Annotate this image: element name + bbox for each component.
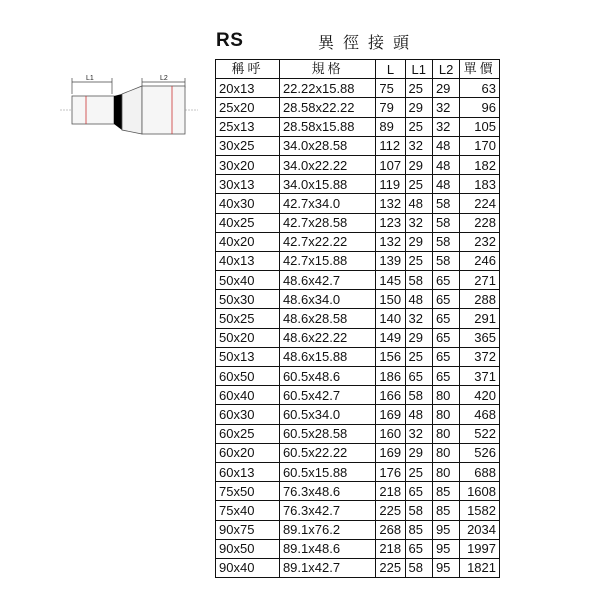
table-row [216, 443, 500, 462]
table-cell: 132 [376, 232, 405, 251]
table-cell: 32 [405, 213, 432, 232]
table-cell: 95 [432, 558, 459, 577]
table-cell: 112 [376, 136, 405, 155]
table-cell: 30x20 [216, 155, 280, 174]
table-cell: 139 [376, 251, 405, 270]
table-header-row [216, 60, 500, 79]
table-cell: 225 [376, 558, 405, 577]
table-cell: 271 [460, 271, 500, 290]
table-row [216, 213, 500, 232]
table-row [216, 309, 500, 328]
table-row [216, 558, 500, 577]
table-cell: 149 [376, 328, 405, 347]
diagram-label-l2: L2 [160, 75, 168, 82]
table-cell: 40x13 [216, 251, 280, 270]
table-cell: 182 [460, 155, 500, 174]
table-cell: 1997 [460, 539, 500, 558]
table-row [216, 520, 500, 539]
table-cell: 25 [405, 117, 432, 136]
table-cell: 95 [432, 520, 459, 539]
table-cell: 60x25 [216, 424, 280, 443]
table-cell: 48.6x22.22 [279, 328, 375, 347]
table-cell: 58 [432, 213, 459, 232]
table-cell: 25x13 [216, 117, 280, 136]
table-cell: 32 [432, 117, 459, 136]
table-cell: 50x30 [216, 290, 280, 309]
table-cell: 34.0x15.88 [279, 175, 375, 194]
table-cell: 50x13 [216, 347, 280, 366]
table-cell: 25 [405, 79, 432, 98]
table-cell: 50x25 [216, 309, 280, 328]
table-row [216, 98, 500, 117]
table-cell: 29 [405, 328, 432, 347]
table-cell: 48 [432, 136, 459, 155]
table-cell: 65 [432, 347, 459, 366]
table-row [216, 79, 500, 98]
table-row [216, 424, 500, 443]
table-cell: 80 [432, 386, 459, 405]
table-cell: 28.58x22.22 [279, 98, 375, 117]
table-cell: 29 [405, 232, 432, 251]
table-cell: 32 [405, 309, 432, 328]
table-cell: 89.1x42.7 [279, 558, 375, 577]
col-header-price: 單價 [460, 60, 500, 79]
table-cell: 228 [460, 213, 500, 232]
table-cell: 75x50 [216, 482, 280, 501]
reducer-diagram [60, 72, 200, 152]
table-cell: 48 [405, 194, 432, 213]
table-cell: 60.5x28.58 [279, 424, 375, 443]
table-cell: 60.5x42.7 [279, 386, 375, 405]
table-cell: 65 [405, 367, 432, 386]
table-row [216, 271, 500, 290]
table-cell: 232 [460, 232, 500, 251]
table-cell: 218 [376, 482, 405, 501]
table-cell: 29 [405, 98, 432, 117]
table-cell: 1821 [460, 558, 500, 577]
col-header-l: L [376, 60, 405, 79]
price-table [215, 59, 500, 578]
table-cell: 60x40 [216, 386, 280, 405]
product-code: RS [216, 30, 244, 51]
table-cell: 526 [460, 443, 500, 462]
table-cell: 58 [405, 271, 432, 290]
table-cell: 522 [460, 424, 500, 443]
table-cell: 80 [432, 405, 459, 424]
table-cell: 25 [405, 175, 432, 194]
table-cell: 420 [460, 386, 500, 405]
table-cell: 76.3x48.6 [279, 482, 375, 501]
table-cell: 76.3x42.7 [279, 501, 375, 520]
table-cell: 60.5x34.0 [279, 405, 375, 424]
table-cell: 688 [460, 462, 500, 481]
table-cell: 29 [432, 79, 459, 98]
table-cell: 65 [432, 328, 459, 347]
table-row [216, 386, 500, 405]
table-cell: 63 [460, 79, 500, 98]
table-row [216, 501, 500, 520]
table-cell: 85 [432, 501, 459, 520]
table-cell: 60x30 [216, 405, 280, 424]
table-cell: 75x40 [216, 501, 280, 520]
table-cell: 96 [460, 98, 500, 117]
diagram-label-l1: L1 [86, 75, 94, 82]
table-cell: 48 [405, 405, 432, 424]
table-cell: 89.1x48.6 [279, 539, 375, 558]
table-cell: 48.6x15.88 [279, 347, 375, 366]
table-row [216, 347, 500, 366]
table-cell: 80 [432, 462, 459, 481]
table-cell: 40x30 [216, 194, 280, 213]
table-row [216, 232, 500, 251]
table-row [216, 482, 500, 501]
table-cell: 85 [432, 482, 459, 501]
table-row [216, 175, 500, 194]
table-cell: 20x13 [216, 79, 280, 98]
table-cell: 60x13 [216, 462, 280, 481]
table-cell: 40x20 [216, 232, 280, 251]
table-cell: 105 [460, 117, 500, 136]
table-cell: 218 [376, 539, 405, 558]
table-cell: 25x20 [216, 98, 280, 117]
table-row [216, 155, 500, 174]
table-cell: 50x20 [216, 328, 280, 347]
table-cell: 48 [405, 290, 432, 309]
table-cell: 288 [460, 290, 500, 309]
table-cell: 65 [405, 539, 432, 558]
table-cell: 291 [460, 309, 500, 328]
table-cell: 48 [432, 175, 459, 194]
table-cell: 246 [460, 251, 500, 270]
table-cell: 186 [376, 367, 405, 386]
table-cell: 48.6x28.58 [279, 309, 375, 328]
table-cell: 58 [405, 386, 432, 405]
table-cell: 1608 [460, 482, 500, 501]
table-cell: 22.22x15.88 [279, 79, 375, 98]
table-cell: 1582 [460, 501, 500, 520]
table-cell: 90x50 [216, 539, 280, 558]
table-cell: 166 [376, 386, 405, 405]
table-row [216, 117, 500, 136]
table-cell: 48.6x42.7 [279, 271, 375, 290]
col-header-l1: L1 [405, 60, 432, 79]
table-row [216, 328, 500, 347]
table-cell: 42.7x22.22 [279, 232, 375, 251]
table-cell: 58 [432, 232, 459, 251]
table-cell: 89.1x76.2 [279, 520, 375, 539]
table-cell: 468 [460, 405, 500, 424]
table-cell: 156 [376, 347, 405, 366]
table-cell: 58 [405, 558, 432, 577]
table-cell: 123 [376, 213, 405, 232]
table-cell: 85 [405, 520, 432, 539]
table-cell: 60.5x22.22 [279, 443, 375, 462]
table-cell: 365 [460, 328, 500, 347]
table-cell: 42.7x28.58 [279, 213, 375, 232]
table-cell: 90x40 [216, 558, 280, 577]
table-cell: 65 [432, 309, 459, 328]
table-cell: 60x20 [216, 443, 280, 462]
table-cell: 90x75 [216, 520, 280, 539]
table-cell: 176 [376, 462, 405, 481]
table-cell: 58 [405, 501, 432, 520]
col-header-name: 稱呼 [216, 60, 280, 79]
table-cell: 58 [432, 194, 459, 213]
table-cell: 65 [405, 482, 432, 501]
table-cell: 372 [460, 347, 500, 366]
table-cell: 268 [376, 520, 405, 539]
table-cell: 25 [405, 347, 432, 366]
product-title: 異徑接頭 [318, 33, 419, 52]
table-cell: 169 [376, 443, 405, 462]
table-cell: 170 [460, 136, 500, 155]
table-cell: 30x13 [216, 175, 280, 194]
table-row [216, 290, 500, 309]
table-cell: 132 [376, 194, 405, 213]
table-cell: 32 [432, 98, 459, 117]
table-cell: 2034 [460, 520, 500, 539]
table-cell: 79 [376, 98, 405, 117]
table-cell: 371 [460, 367, 500, 386]
table-row [216, 539, 500, 558]
table-cell: 29 [405, 155, 432, 174]
table-cell: 65 [432, 271, 459, 290]
table-cell: 80 [432, 443, 459, 462]
table-cell: 29 [405, 443, 432, 462]
table-cell: 42.7x34.0 [279, 194, 375, 213]
table-cell: 145 [376, 271, 405, 290]
table-cell: 169 [376, 405, 405, 424]
table-cell: 42.7x15.88 [279, 251, 375, 270]
table-cell: 25 [405, 462, 432, 481]
table-cell: 32 [405, 424, 432, 443]
table-cell: 30x25 [216, 136, 280, 155]
table-cell: 34.0x28.58 [279, 136, 375, 155]
table-row [216, 462, 500, 481]
table-cell: 34.0x22.22 [279, 155, 375, 174]
table-row [216, 136, 500, 155]
table-cell: 28.58x15.88 [279, 117, 375, 136]
table-cell: 48 [432, 155, 459, 174]
table-cell: 140 [376, 309, 405, 328]
table-cell: 183 [460, 175, 500, 194]
table-cell: 75 [376, 79, 405, 98]
table-row [216, 194, 500, 213]
table-cell: 32 [405, 136, 432, 155]
table-cell: 107 [376, 155, 405, 174]
table-row [216, 367, 500, 386]
table-cell: 65 [432, 290, 459, 309]
table-cell: 25 [405, 251, 432, 270]
table-cell: 150 [376, 290, 405, 309]
table-cell: 80 [432, 424, 459, 443]
table-cell: 50x40 [216, 271, 280, 290]
table-row [216, 251, 500, 270]
col-header-spec: 規格 [279, 60, 375, 79]
table-cell: 60x50 [216, 367, 280, 386]
table-cell: 60.5x48.6 [279, 367, 375, 386]
table-cell: 65 [432, 367, 459, 386]
table-cell: 119 [376, 175, 405, 194]
table-cell: 58 [432, 251, 459, 270]
table-cell: 224 [460, 194, 500, 213]
col-header-l2: L2 [432, 60, 459, 79]
table-cell: 60.5x15.88 [279, 462, 375, 481]
table-cell: 40x25 [216, 213, 280, 232]
table-cell: 89 [376, 117, 405, 136]
table-row [216, 405, 500, 424]
table-cell: 225 [376, 501, 405, 520]
table-cell: 160 [376, 424, 405, 443]
table-cell: 95 [432, 539, 459, 558]
table-cell: 48.6x34.0 [279, 290, 375, 309]
